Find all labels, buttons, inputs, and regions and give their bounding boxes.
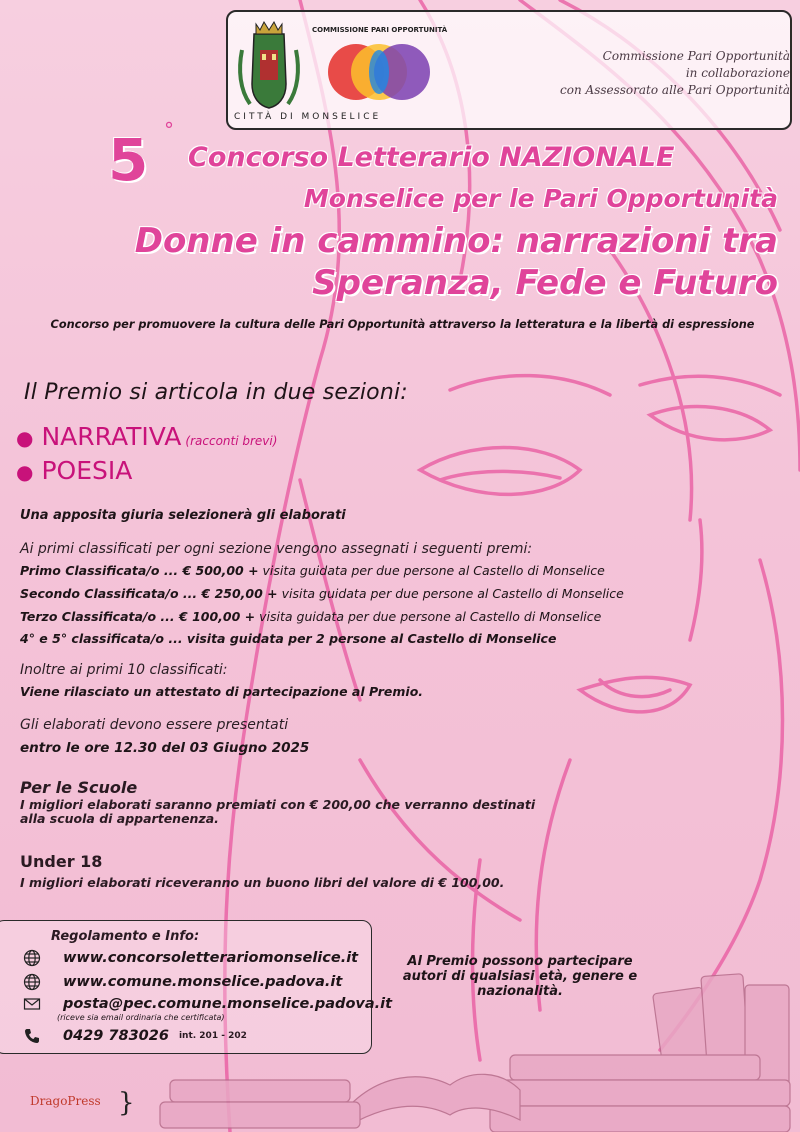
deadline-intro: Gli elaborati devono essere presentati (20, 717, 289, 733)
theme-line-2: Speranza, Fede e Futuro (312, 263, 778, 303)
sections-intro: Il Premio si articola in due sezioni: (24, 380, 408, 405)
brace-icon: } (118, 1088, 135, 1118)
header-line: in collaborazione (685, 66, 790, 80)
under18-title: Under 18 (20, 852, 103, 871)
header-box (226, 10, 792, 130)
phone-number[interactable]: 0429 783026 (63, 1028, 169, 1044)
theme-line-1: Donne in cammino: narrazioni tra (134, 221, 778, 261)
deadline: entro le ore 12.30 del 03 Giugno 2025 (20, 740, 310, 756)
contest-title: Concorso Letterario NAZIONALE (188, 142, 675, 173)
contest-subtitle: Monselice per le Pari Opportunità (303, 184, 778, 213)
info-box (0, 920, 393, 1054)
info-website-2 (23, 973, 342, 991)
globe-icon (23, 973, 41, 991)
phone-extension: int. 201 - 202 (178, 1031, 247, 1041)
prize-second (20, 586, 624, 601)
prize-label: Terzo Classificata/o ... € 100,00 + (20, 609, 256, 624)
section-poesia (16, 456, 132, 485)
schools-title: Per le Scuole (20, 778, 138, 797)
envelope-icon (23, 995, 41, 1013)
prizes-intro: Ai primi classificati per ogni sezione vengono assegnati i seguenti premi: (20, 541, 533, 557)
dragopress-logo: DragoPress (30, 1094, 101, 1108)
schools-text: I migliori elaborati saranno premiati con € 200,00 che verranno destinati alla scuola di appartenenza. (20, 797, 536, 826)
header-organizers (490, 48, 790, 99)
section-name: NARRATIVA (41, 422, 182, 451)
equal-opportunities-logo-icon (324, 40, 434, 104)
website-link[interactable]: www.comune.monselice.padova.it (63, 974, 343, 990)
under18-text: I migliori elaborati riceveranno un buono libri del valore di € 100,00. (20, 875, 505, 890)
edition-degree: ° (164, 118, 174, 142)
email-link[interactable]: posta@pec.comune.monselice.padova.it (63, 996, 393, 1012)
prize-fourth-fifth (20, 631, 556, 646)
prize-first (20, 563, 605, 578)
participation-text: Al Premio possono partecipare autori di qualsiasi età, genere e nazionalità. (402, 954, 638, 999)
section-note: (racconti brevi) (185, 434, 278, 448)
contest-purpose: Concorso per promuovere la cultura delle Pari Opportunità attraverso la letteratura e la libertà di espressione (50, 318, 755, 331)
prize-detail: visita guidata per due persone al Castello di Monselice (255, 609, 602, 624)
top10-text: Viene rilasciato un attestato di partecipazione al Premio. (20, 684, 424, 699)
section-name: POESIA (41, 456, 133, 485)
prize-label: Primo Classificata/o ... € 500,00 + (20, 563, 259, 578)
email-note: (riceve sia email ordinaria che certificata) (57, 1013, 225, 1022)
city-label: CITTÀ DI MONSELICE (234, 112, 382, 122)
section-narrativa (16, 422, 277, 451)
bullet-icon: ● (16, 426, 34, 450)
globe-icon (23, 949, 41, 967)
edition-number: 5 (108, 126, 149, 194)
prize-label: 4° e 5° classificata/o ... visita guidata per 2 persone al Castello di Monselice (20, 631, 557, 646)
top10-intro: Inoltre ai primi 10 classificati: (20, 662, 228, 678)
prize-detail: visita guidata per due persone al Castello di Monselice (258, 563, 605, 578)
contest-theme (8, 220, 778, 304)
website-link[interactable]: www.concorsoletterariomonselice.it (63, 950, 359, 966)
info-phone (23, 1027, 247, 1045)
info-website-1 (23, 949, 358, 967)
header-line: Commissione Pari Opportunità (602, 49, 790, 63)
prize-detail: visita guidata per due persone al Castello di Monselice (277, 586, 624, 601)
prize-third (20, 609, 601, 624)
info-title: Regolamento e Info: (51, 929, 200, 944)
bullet-icon: ● (16, 460, 34, 484)
info-email (23, 995, 392, 1013)
jury-text: Una apposita giuria selezionerà gli elaborati (20, 508, 346, 523)
phone-icon (23, 1027, 41, 1045)
commission-label: COMMISSIONE PARI OPPORTUNITÀ (312, 26, 448, 34)
header-line: con Assessorato alle Pari Opportunità (560, 83, 790, 97)
city-crest-icon (234, 20, 304, 112)
prize-label: Secondo Classificata/o ... € 250,00 + (20, 586, 278, 601)
